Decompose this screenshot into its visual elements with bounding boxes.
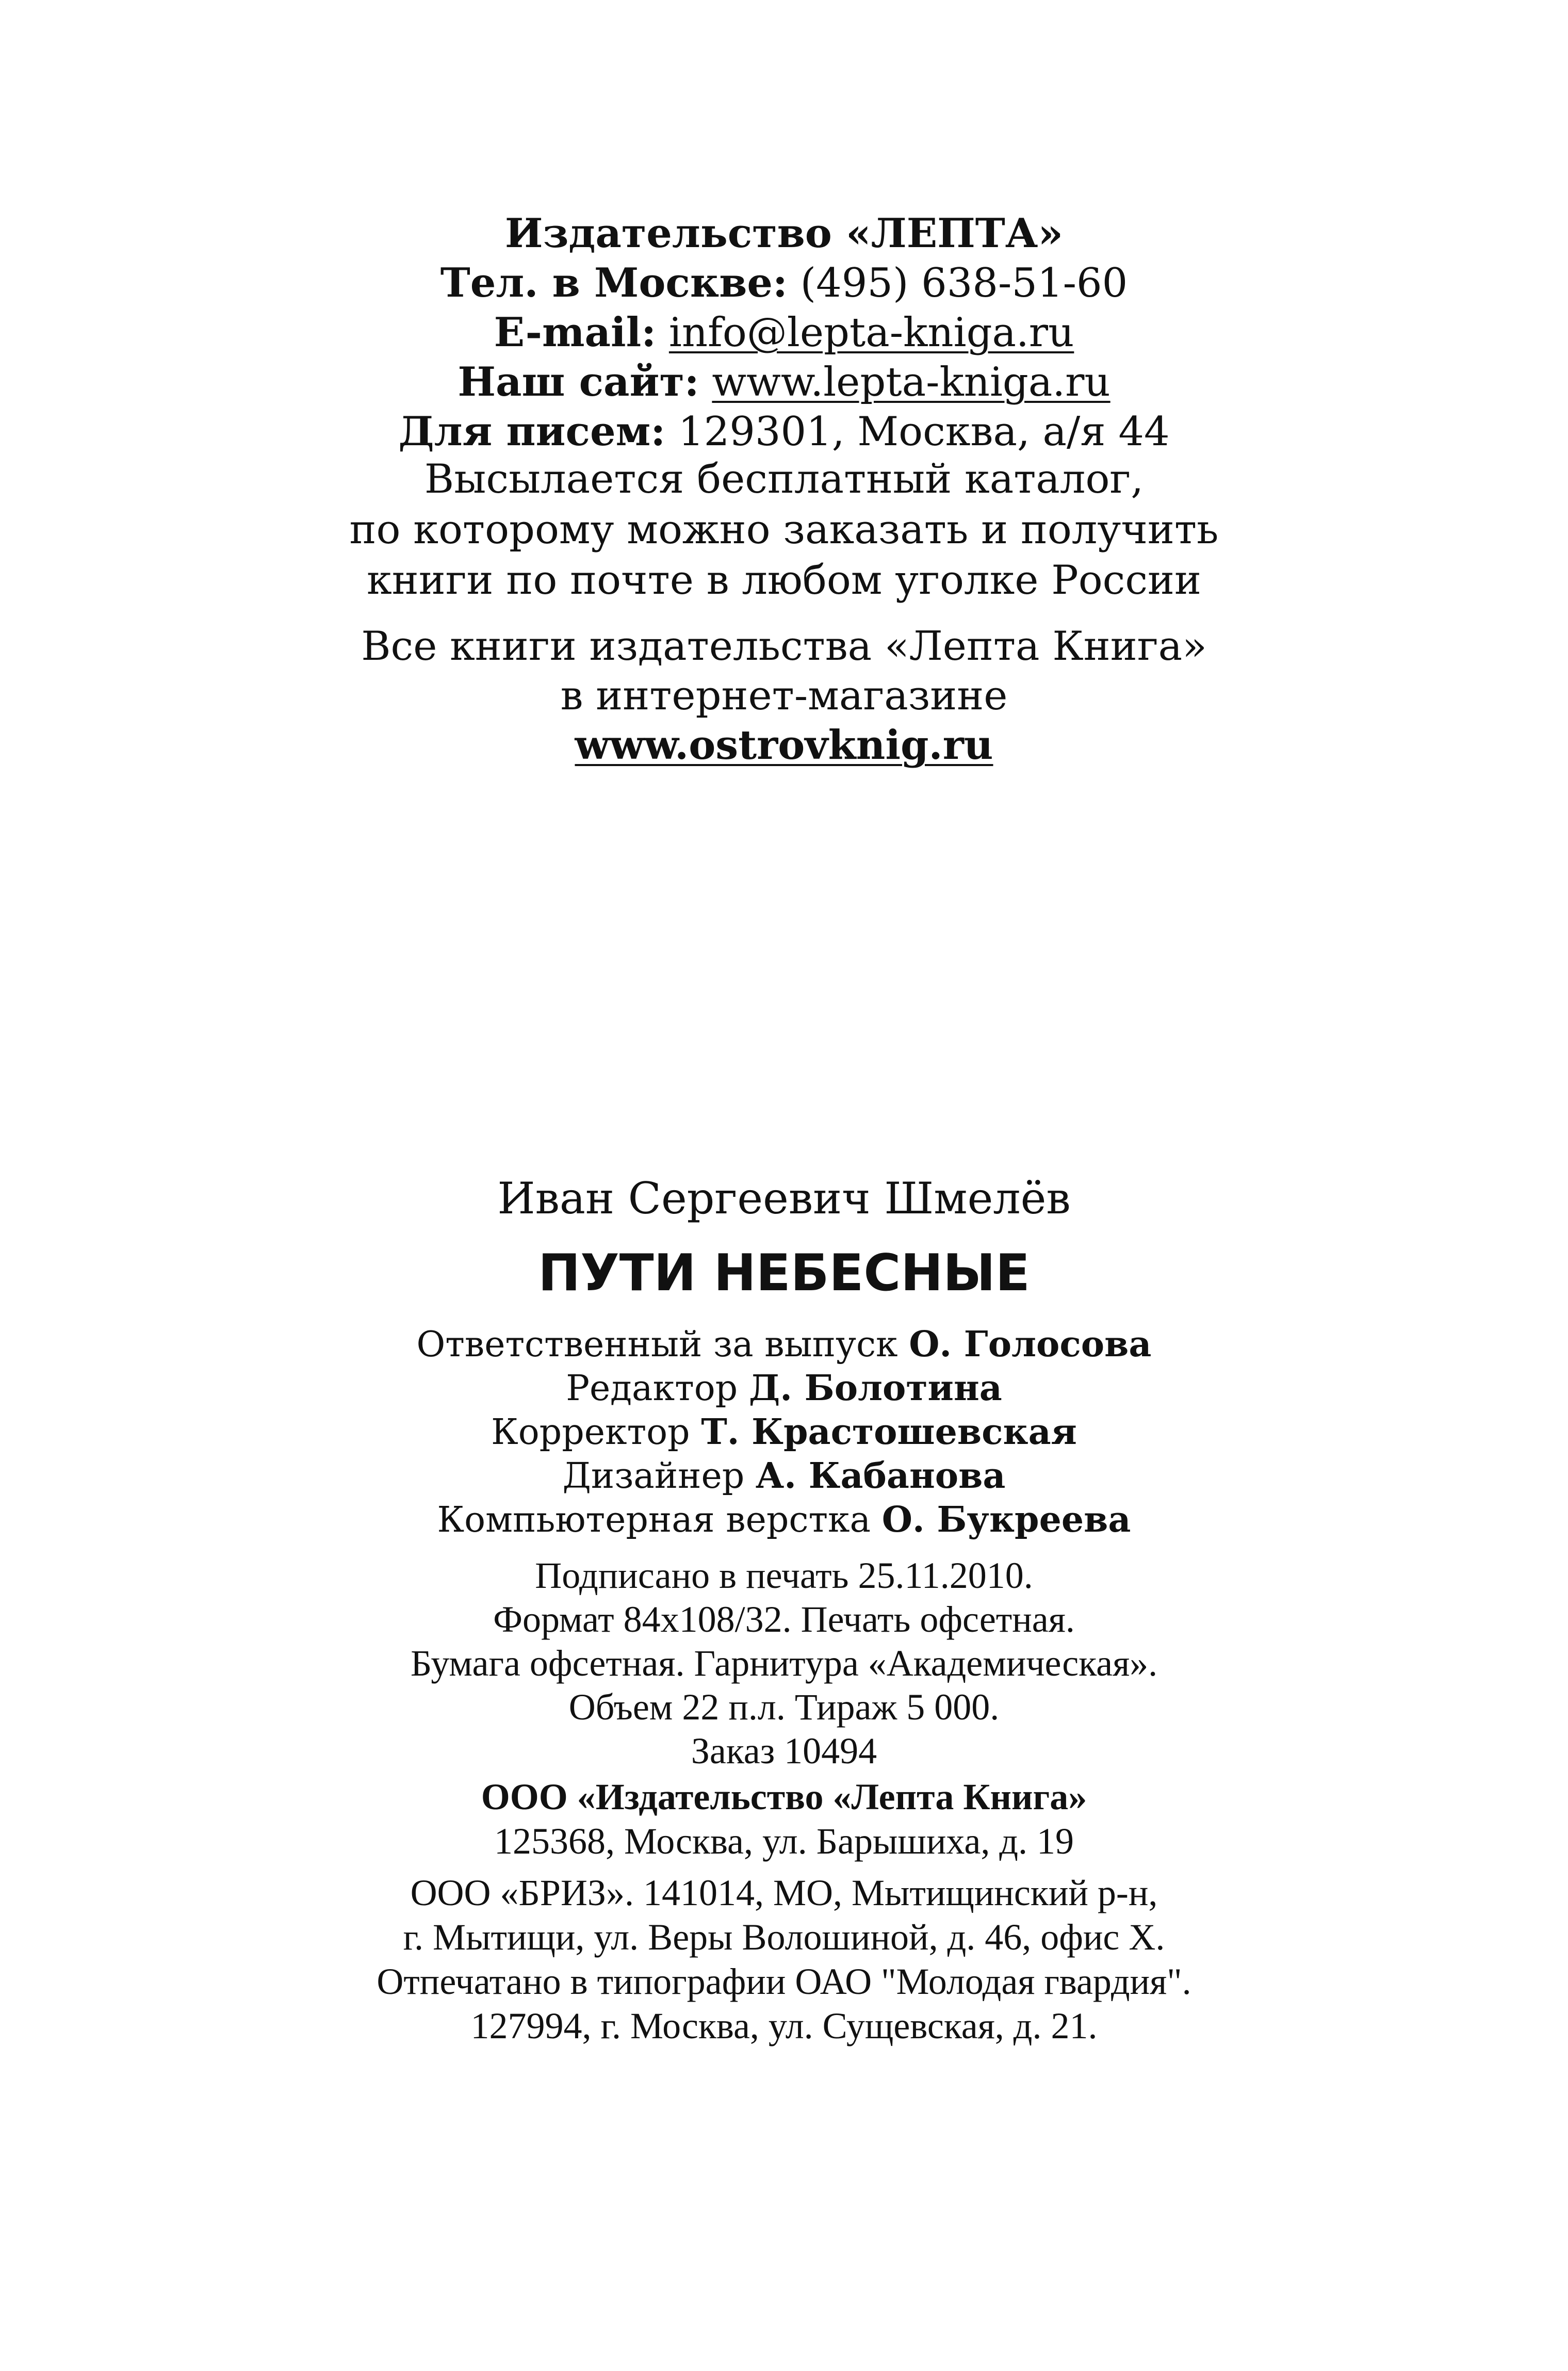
online-shop-notice: [0, 622, 1568, 770]
credit-person: Д. Болотина: [748, 1368, 1002, 1409]
print-line: Бумага офсетная. Гарнитура «Академическая».: [410, 1643, 1158, 1684]
print-line: Объем 22 п.л. Тираж 5 000.: [568, 1686, 1000, 1728]
site-line: [0, 358, 1568, 407]
email-link[interactable]: info@lepta-kniga.ru: [668, 310, 1074, 356]
print-details: [0, 1554, 1568, 1773]
publisher-contacts: [0, 209, 1568, 457]
site-label: Наш сайт:: [458, 359, 699, 405]
print-line: Формат 84x108/32. Печать офсетная.: [493, 1599, 1075, 1640]
credit-row: [0, 1367, 1568, 1410]
legal-name: ООО «Издательство «Лепта Книга»: [481, 1776, 1087, 1817]
publisher-legal: [0, 1775, 1568, 1863]
site-link[interactable]: www.lepta-kniga.ru: [712, 359, 1110, 405]
credit-row: [0, 1498, 1568, 1542]
credit-role: Редактор: [566, 1368, 738, 1409]
catalog-notice: [0, 454, 1568, 606]
mail-line: [0, 407, 1568, 457]
publisher-name: Издательство «ЛЕПТА»: [504, 210, 1064, 257]
credit-role: Корректор: [491, 1412, 690, 1453]
credit-row: [0, 1410, 1568, 1454]
title-text: ПУТИ НЕБЕСНЫЕ: [538, 1244, 1030, 1303]
catalog-line: книги по почте в любом уголке России: [366, 557, 1202, 604]
legal-address: 125368, Москва, ул. Барышиха, д. 19: [494, 1821, 1074, 1862]
mail-label: Для писем:: [398, 408, 666, 455]
credit-person: А. Кабанова: [755, 1455, 1006, 1497]
book-title: [0, 1242, 1568, 1304]
phone-line: [0, 258, 1568, 308]
print-line: Заказ 10494: [691, 1730, 877, 1772]
printer-line: 127994, г. Москва, ул. Сущевская, д. 21.: [470, 2005, 1098, 2047]
credit-person: О. Букреева: [881, 1499, 1131, 1540]
printer-line: Отпечатано в типографии ОАО "Молодая гвардия".: [377, 1961, 1191, 2002]
print-line: Подписано в печать 25.11.2010.: [535, 1555, 1033, 1596]
catalog-line: по которому можно заказать и получить: [349, 507, 1219, 553]
mail-value: 129301, Москва, а/я 44: [678, 409, 1170, 455]
credit-role: Дизайнер: [562, 1456, 745, 1497]
email-label: E-mail:: [494, 309, 657, 356]
phone-value: (495) 638-51-60: [800, 260, 1128, 306]
credit-role: Ответственный за выпуск: [416, 1324, 898, 1365]
shop-line: Все книги издательства «Лепта Книга»: [361, 623, 1207, 670]
credits-list: [0, 1323, 1568, 1542]
credit-row: [0, 1323, 1568, 1367]
author-name: Иван Сергеевич Шмелёв: [497, 1173, 1071, 1224]
shop-link[interactable]: www.ostrovknig.ru: [575, 722, 993, 769]
printer-line: г. Мытищи, ул. Веры Волошиной, д. 46, офис X.: [403, 1917, 1165, 1958]
printer-line: ООО «БРИЗ». 141014, МО, Мытищинский р-н,: [410, 1872, 1158, 1913]
credit-row: [0, 1454, 1568, 1498]
shop-line: в интернет-магазине: [560, 673, 1008, 719]
book-author: [0, 1170, 1568, 1227]
credit-person: О. Голосова: [909, 1324, 1152, 1365]
credit-person: Т. Крастошевская: [701, 1411, 1077, 1453]
email-line: [0, 308, 1568, 358]
printer-info: [0, 1871, 1568, 2048]
credit-role: Компьютерная верстка: [437, 1500, 871, 1540]
catalog-line: Высылается бесплатный каталог,: [424, 456, 1144, 502]
phone-label: Тел. в Москве:: [440, 259, 788, 306]
